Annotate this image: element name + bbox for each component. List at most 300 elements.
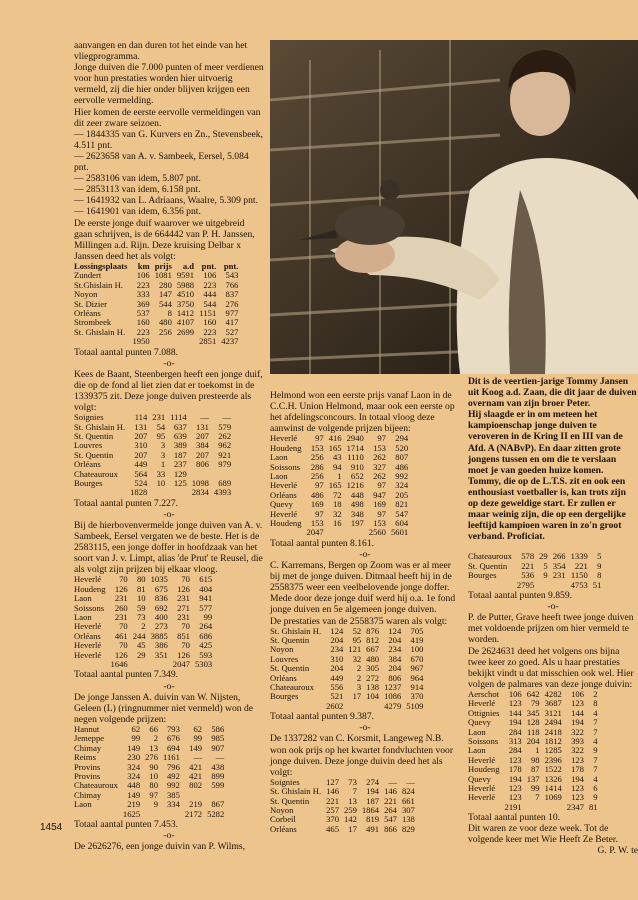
table-cell: 29 [137, 649, 146, 660]
mention-item: — 2623658 van A. v. Sambeek, Eersel, 5.084 pnt. [74, 150, 249, 174]
table-cell: 419 [410, 635, 424, 645]
table-cell: 4279 [384, 700, 402, 711]
table-cell: Zundert [74, 270, 102, 281]
table-cell: 124 [330, 625, 344, 636]
table-cell: 1864 [361, 805, 380, 816]
table-cell: 187 [173, 449, 187, 460]
table-cell: 207 [134, 430, 148, 441]
table-cell: 256 [310, 471, 324, 481]
photo-caption-body: Hij slaagde er in om meteen het kampioenschap jonge duiven te veroveren in de Kring II en III van de Afd. A (NABvP). En daar zitten grote jongens tussen en om die te verslaan moet je van goeden huize komen. Tommy, die op de L.T.S. zit en ook een enthousiast voetballer is, kan trots zijn op deze geweldige start. Er zullen er maar weinig zijn, die op een dergelijke leeftijd kampioen waren in zo'n groot verband. Proficiat. [468, 409, 626, 543]
col3-total1: Totaal aantal punten 9.859. [468, 590, 573, 602]
table-cell: 705 [410, 625, 424, 636]
table-cell: Provins [74, 761, 101, 772]
table-cell: 97 [315, 433, 324, 444]
table-cell: 2047 [172, 659, 190, 670]
table-cell: 491 [366, 823, 380, 834]
table-cell: 421 [189, 770, 203, 781]
table-cell: 324 [395, 480, 409, 491]
table-cell: 586 [211, 723, 225, 734]
table-cell: 223 [136, 326, 150, 337]
table-cell: 333 [136, 289, 150, 300]
table-cell: 985 [211, 733, 225, 744]
table-cell: 4 [593, 773, 598, 784]
table-cell: 127 [326, 776, 339, 787]
table-cell: 178 [571, 764, 584, 775]
table-cell: Hannut [74, 723, 100, 734]
results-table-de-putter [468, 690, 600, 812]
table-cell [524, 803, 542, 812]
table-cell: 262 [373, 471, 386, 481]
table-cell: 851 [177, 630, 190, 641]
table-cell: Noyon [270, 805, 294, 816]
table-cell: 667 [366, 644, 380, 655]
photo-boy-with-pigeon [270, 40, 638, 374]
table-cell: 165 [328, 442, 342, 453]
table-cell: Heverlé [74, 649, 102, 660]
table-cell: 97 [315, 508, 324, 519]
table-cell: Provins [74, 770, 101, 781]
table-cell: 639 [173, 430, 187, 441]
table-header-cell: km [137, 260, 150, 271]
table-cell: 480 [158, 317, 172, 328]
table-cell: 448 [127, 780, 141, 791]
table-cell: 334 [166, 799, 180, 810]
table-cell: 544 [158, 298, 172, 309]
table-cell: 964 [410, 672, 424, 683]
table-cell: 10 [137, 593, 146, 604]
table-cell: 126 [114, 649, 128, 660]
table-cell: 7 [593, 726, 598, 737]
table-cell: 3 [160, 449, 166, 460]
table-cell: 498 [350, 499, 364, 510]
table-cell: Laon [468, 745, 486, 756]
table-row [468, 581, 603, 590]
table-cell: Heverlé [74, 621, 102, 632]
table-cell: 146 [384, 786, 397, 797]
table-cell: 5988 [176, 279, 195, 290]
table-cell: Soignies [270, 776, 300, 787]
separator: -o- [163, 680, 175, 692]
table-cell: Orléans [74, 459, 101, 470]
table-cell: 17 [348, 823, 357, 834]
table-cell: 694 [166, 742, 180, 753]
results-table-continued [468, 552, 603, 590]
table-cell: 262 [373, 452, 386, 463]
table-cell: 205 [395, 489, 409, 500]
table-cell: 421 [189, 761, 203, 772]
table-cell: 5303 [194, 659, 213, 670]
table-cell [74, 810, 120, 819]
table-cell: 126 [177, 583, 190, 594]
table-cell: 4753 [570, 579, 588, 590]
table-cell: 2 [356, 663, 362, 674]
table-cell: 2795 [516, 579, 535, 590]
table-cell: 1 [337, 471, 342, 481]
table-cell: 231 [114, 612, 128, 623]
table-cell: 577 [199, 602, 213, 613]
table-cell: 100 [410, 644, 424, 655]
table-cell: 370 [326, 814, 339, 825]
table-cell: 386 [154, 640, 168, 651]
table-cell: 271 [177, 602, 190, 613]
table-cell: 615 [199, 574, 213, 585]
table-cell: 59 [137, 602, 146, 613]
table-cell [130, 660, 148, 669]
table-cell: 1339 [570, 551, 588, 562]
table-cell: 907 [211, 742, 225, 753]
table-cell: 262 [218, 430, 232, 441]
table-cell: 692 [154, 602, 168, 613]
table-cell: 9 [593, 745, 598, 756]
table-cell: St.Ghislain H. [74, 279, 123, 290]
table-cell: 272 [366, 672, 380, 683]
table-cell: 72 [333, 489, 342, 500]
table-cell: 836 [154, 593, 168, 604]
table-cell: Soissons [74, 602, 105, 613]
table-cell: 310 [134, 440, 148, 451]
table-cell: 70 [119, 621, 128, 632]
separator: -o- [163, 830, 175, 842]
table-cell: 5601 [390, 527, 409, 538]
table-cell: 70 [181, 640, 190, 651]
table-cell: 686 [199, 630, 213, 641]
table-cell: 1150 [570, 570, 588, 581]
table-cell: Strombeek [74, 317, 112, 328]
table-cell: Houdeng [270, 518, 302, 529]
table-cell: — [222, 412, 232, 423]
table-cell: 90 [149, 761, 158, 772]
table-cell: 1 [535, 745, 540, 756]
table-cell: 1114 [170, 412, 187, 423]
table-cell: 1625 [122, 808, 141, 819]
table-cell: 819 [366, 814, 380, 825]
results-table-korsmit [270, 778, 417, 834]
column-1 [74, 40, 264, 852]
table-cell: 223 [136, 279, 150, 290]
table-cell: 9 [543, 570, 548, 581]
table-row [270, 519, 410, 528]
table-cell [74, 488, 127, 497]
table-cell: 266 [552, 551, 566, 562]
table-cell: 2602 [326, 700, 344, 711]
table-cell: 1069 [544, 792, 562, 803]
table-cell: St. Ghislain H. [270, 625, 322, 636]
table-cell: 4 [593, 707, 598, 718]
table-row [74, 800, 226, 809]
table-cell: 486 [395, 461, 409, 472]
separator: -o- [547, 601, 559, 613]
table-cell: 1714 [346, 442, 364, 453]
table-header-cell: a.d [182, 260, 195, 271]
mention-item: — 2853113 van idem, 6.158 pnt. [74, 184, 201, 196]
table-cell: 3 [160, 440, 166, 451]
table-cell: 8 [167, 307, 172, 318]
table-cell: 385 [166, 789, 180, 800]
table-cell: 70 [119, 574, 128, 585]
table-cell: 204 [388, 663, 402, 674]
table-cell: 449 [134, 459, 148, 470]
table-cell: 123 [571, 754, 584, 765]
table-cell: 3 [356, 682, 362, 693]
table-cell: 276 [225, 298, 239, 309]
table-cell: 979 [218, 459, 232, 470]
table-cell: 80 [149, 780, 158, 791]
table-cell: 147 [158, 289, 172, 300]
mention-item: — 2583106 van idem, 5.807 pnt. [74, 173, 201, 185]
table-cell: 448 [350, 489, 364, 500]
table-cell: 94 [333, 461, 342, 472]
photo-caption: Dit is de veertien-jarige Tommy Jansen uit Koog a.d. Zaan, die dit jaar de duiven overnam van zijn broer Peter. [468, 376, 637, 410]
table-row [74, 488, 233, 497]
table-cell: 16 [333, 518, 342, 529]
table-cell: 305 [366, 663, 380, 674]
table-cell: 992 [166, 780, 180, 791]
table-cell: Laon [74, 612, 92, 623]
table-cell: 106 [136, 270, 150, 281]
table-cell: 486 [310, 489, 324, 500]
table-cell: Soissons [270, 461, 301, 472]
table-cell: 123 [508, 698, 522, 709]
table-cell: 146 [326, 786, 339, 797]
table-cell: 276 [145, 752, 158, 763]
table-cell: 354 [552, 560, 566, 571]
table-cell: 123 [571, 698, 584, 709]
table-cell: 197 [350, 518, 364, 529]
table-cell: 1237 [384, 682, 402, 693]
table-cell: Bourges [270, 691, 299, 702]
table-cell: 33 [156, 468, 166, 479]
table-cell: 438 [211, 761, 225, 772]
table-cell: 125 [173, 477, 187, 488]
table-cell: Heverlé [468, 782, 496, 793]
table-cell: 10 [149, 770, 158, 781]
table-cell: 9 [597, 560, 602, 571]
table-cell: 3687 [544, 698, 562, 709]
table-cell: 126 [177, 649, 190, 660]
table-cell: 444 [203, 289, 217, 300]
table-cell: 5282 [207, 808, 225, 819]
table-cell: 914 [410, 682, 424, 693]
table-cell: Quevy [270, 499, 293, 510]
table-cell: 286 [310, 461, 324, 472]
table-cell: 652 [350, 471, 364, 481]
table-cell: 274 [366, 776, 380, 787]
results-table-helmond [270, 434, 410, 537]
table-cell: 910 [350, 461, 364, 472]
col3-total2: Totaal aantal punten 10. [468, 812, 561, 824]
table-cell: 169 [373, 499, 386, 510]
table-row [270, 692, 425, 701]
table-cell: 70 [119, 640, 128, 651]
table-cell: St. Quentin [270, 663, 310, 674]
table-cell: 5 [597, 551, 602, 562]
col2-para3: De prestaties van de 2558375 waren als volgt: [270, 615, 448, 627]
table-cell: 307 [401, 805, 415, 816]
table-cell: 123 [508, 792, 522, 803]
table-cell: 544 [203, 298, 217, 309]
table-cell: 231 [177, 612, 190, 623]
table-cell: 7 [352, 786, 357, 797]
table-cell: 2172 [184, 808, 203, 819]
table-cell: 79 [531, 698, 540, 709]
table-cell: 138 [366, 682, 380, 693]
table-cell: Orléans [270, 823, 297, 834]
table-cell: 43 [333, 452, 342, 463]
table-cell: 1285 [544, 745, 562, 756]
table-cell: 124 [388, 625, 402, 636]
table-cell: 131 [134, 421, 148, 432]
col1-intro: aanvangen en dan duren tot het einde van het vliegprogramma. [74, 40, 248, 63]
table-cell: 10 [156, 477, 166, 488]
table-cell: 527 [225, 326, 239, 337]
table-cell: 204 [330, 663, 344, 674]
table-cell: 273 [154, 621, 168, 632]
table-cell: 264 [384, 805, 397, 816]
table-cell: 2699 [176, 326, 195, 337]
col1-para5: Bij de hierbovenvermelde jonge duiven van A. v. Sambeek, Eersel vergaten we de beste. Het is de 2583115, een jonge doffer in hoofdzaak van het soort van J. v. Limpt, alias 'de Prut' te Reusel, die als volgt zijn prijzen bij elkaar vloog. [74, 519, 263, 576]
table-cell: Corbeil [270, 814, 296, 825]
column-2 [270, 390, 460, 834]
table-cell: Ottignies [468, 707, 500, 718]
table-cell: Bourges [74, 477, 103, 488]
table-cell: 1950 [132, 336, 150, 347]
table-cell: 223 [203, 279, 217, 290]
table-cell: 524 [134, 477, 148, 488]
table-cell: 187 [366, 795, 380, 806]
table-cell [149, 488, 167, 497]
table-cell: 153 [373, 442, 386, 453]
table-cell: Houdeng [270, 442, 302, 453]
table-cell: 2 [356, 672, 362, 683]
table-cell: 99 [531, 782, 540, 793]
table-cell: 348 [350, 508, 364, 519]
table-row [74, 791, 226, 800]
table-cell: 2560 [368, 527, 386, 538]
table-cell: 207 [134, 449, 148, 460]
table-cell: 144 [508, 707, 522, 718]
table-cell: 165 [328, 480, 342, 491]
table-cell: 95 [156, 430, 166, 441]
table-cell: 2 [141, 621, 146, 632]
table-cell: 547 [395, 508, 409, 519]
table-cell: 2494 [544, 717, 562, 728]
table-cell: St. Dizier [74, 298, 107, 309]
table-cell: Chateauroux [270, 682, 314, 693]
table-cell [167, 488, 189, 497]
table-cell: 465 [326, 823, 339, 834]
table-cell: 345 [526, 707, 540, 718]
table-cell: 207 [196, 449, 209, 460]
table-cell: 642 [526, 688, 540, 699]
table-cell: 2396 [544, 754, 562, 765]
table-cell: 73 [348, 776, 357, 787]
table-cell: 670 [410, 653, 424, 664]
table-cell: 821 [395, 499, 409, 510]
table-cell: 280 [158, 279, 172, 290]
table-cell: Noyon [270, 644, 294, 655]
table-cell: 178 [508, 764, 522, 775]
table-cell: St. Quentin [270, 635, 310, 645]
col2-para2: C. Karremans, Bergen op Zoom was er al meer bij met de jonge duiven. Ditmaal heeft hij in de 2558375 weer een veelbelovende jonge doffer. Mede door deze jonge duif werd hij o.a. 1e fond jonge duiven en 5e algemeen jonge duiven. [270, 560, 456, 616]
table-cell: 231 [114, 593, 128, 604]
table-header-cell: pnt. [201, 260, 217, 271]
table-cell: Houdeng [468, 764, 500, 775]
table-cell: 449 [330, 672, 344, 683]
table-cell: 32 [352, 653, 362, 664]
col1-para7: De 2626276, een jonge duivin van P. Wilms, [74, 841, 246, 853]
table-cell: 806 [196, 459, 209, 470]
table-cell: 73 [137, 612, 146, 623]
table-cell: 5 [543, 560, 548, 571]
table-cell: Laon [270, 471, 288, 481]
table-cell: Laon [270, 452, 288, 463]
table-cell: 536 [521, 570, 535, 581]
table-cell: 1035 [150, 574, 168, 585]
table-cell: 149 [127, 742, 141, 753]
table-cell: 3121 [544, 707, 562, 718]
table-row [270, 825, 417, 834]
table-cell: 204 [330, 635, 344, 645]
table-cell: Reims [74, 752, 96, 763]
table-cell: 393 [571, 735, 584, 746]
table-header-cell: pnt. [223, 260, 239, 271]
separator: -o- [359, 722, 371, 734]
table-cell: 284 [508, 745, 522, 756]
results-table-nijsten [74, 725, 226, 819]
table-cell: 416 [328, 433, 342, 444]
table-cell: Heverlé [468, 754, 496, 765]
table-cell [344, 528, 366, 537]
table-cell: 54 [156, 421, 166, 432]
table-cell: 2347 [566, 801, 584, 812]
table-cell: 81 [588, 801, 598, 812]
table-cell: 327 [373, 461, 386, 472]
table-cell: 260 [114, 602, 128, 613]
table-cell: 194 [366, 786, 380, 797]
table-cell: 123 [508, 754, 522, 765]
table-cell: 99 [193, 733, 203, 744]
table-cell: 204 [526, 735, 540, 746]
table-cell: Heverlé [468, 698, 496, 709]
table-cell: 237 [173, 459, 187, 470]
table-cell: Laon [74, 593, 92, 604]
table-cell: 137 [526, 773, 540, 784]
table-cell: 123 [571, 782, 584, 793]
table-cell: 593 [199, 649, 213, 660]
table-cell: Heverlé [270, 480, 298, 491]
signature: G. P. W. te [597, 845, 638, 857]
table-cell: Chateauroux [74, 468, 118, 479]
table-cell: 8 [597, 570, 602, 581]
table-cell: 126 [114, 583, 128, 594]
table-cell [74, 337, 130, 346]
table-cell: 9 [153, 799, 158, 810]
table-cell: — [406, 776, 415, 787]
col1-para4: Kees de Baant, Steenbergen heeft een jonge duif, die op de fond al liet zien dat er toekomst in de 1339375 zit. Deze jonge duiven presteerde als volgt: [74, 368, 263, 413]
table-cell: 661 [401, 795, 415, 806]
table-cell: 806 [388, 672, 402, 683]
table-cell: St. Quentin [270, 795, 310, 806]
table-cell: 675 [154, 583, 168, 594]
col1-total3: Totaal aantal punten 7.349. [74, 669, 179, 681]
table-cell: 4 [593, 735, 598, 746]
table-cell: 1151 [199, 307, 217, 318]
table-cell: 417 [225, 317, 239, 328]
table-cell: 1828 [130, 487, 148, 498]
table-cell: Orléans [270, 489, 297, 500]
table-cell: 3885 [150, 630, 168, 641]
table-cell [270, 702, 323, 711]
